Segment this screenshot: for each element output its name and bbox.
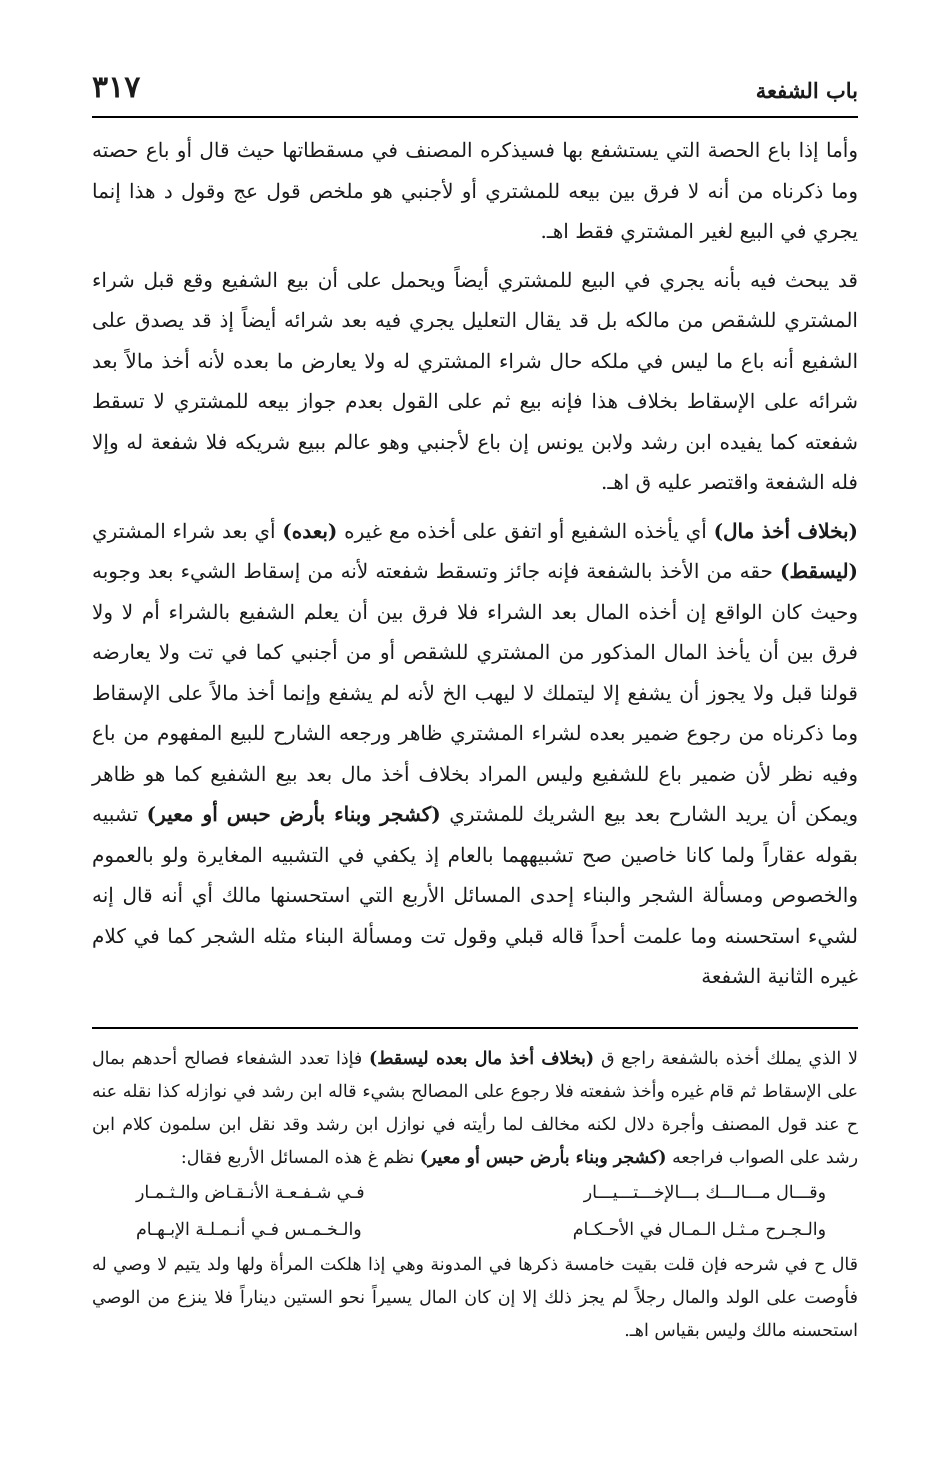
matn-quote: (كشجر وبناء بأرض حبس أو معير): [146, 802, 441, 826]
page-number: ٣١٧: [92, 70, 141, 105]
footnotes: [92, 1043, 858, 1348]
verse-hemistich-second: فـي شـفـعـة الأنـقـاض والـثـمـار: [136, 1182, 365, 1203]
footnote-text: نظم غ هذه المسائل الأربع فقال:: [180, 1147, 420, 1168]
page-header: [92, 58, 858, 118]
verse-hemistich-first: والـجـرح مـثـل الـمـال في الأحـكـام: [572, 1219, 826, 1240]
footnote-text: فإذا تعدد الشفعاء فصالح أحدهم بمال على الإسقاط ثم قام غيره وأخذ شفعته فلا رجوع على المصالح بشيء قاله ابن رشد في نوازله كذا نقله عنه ح عند قول المصنف وأجرة دلال لكنه مخالف لما رأيته في نوازل ابن رشد وقد نقل ابن سلمون كلام ابن رشد على الصواب فراجعه: [92, 1048, 858, 1168]
footnote-quote: (بخلاف أخذ مال بعده ليسقط): [369, 1048, 595, 1069]
verse-line-2: [92, 1212, 858, 1249]
verse-line-1: [92, 1175, 858, 1212]
commentary-text: أي يأخذه الشفيع أو اتفق على أخذه مع غيره: [337, 518, 714, 543]
footnote-paragraph-2: قال ح في شرحه فإن قلت بقيت خامسة ذكرها في المدونة وهي إذا هلكت المرأة ولها ولد يتيم لا وصي له فأوصت على الولد والمال رجلاً لم يجز ذلك إلا إن كان المال يسيراً نحو الستين ديناراً فلا ينزع من الوصي استحسنه مالك وليس بقياس اهـ.: [92, 1254, 858, 1341]
footnote-quote: (كشجر وبناء بأرض حبس أو معير): [419, 1147, 667, 1168]
commentary-text: تشبيه بقوله عقاراً ولما كانا خاصين صح تشبيههما بالعام إذ يكفي في التشبيه المغايرة ولو بالعموم والخصوص ومسألة الشجر والبناء إحدى المسائل الأربع التي استحسنها مالك أي أنه قال إنه لشيء استحسنه وما علمت أحداً قاله قبلي وقول تت ومسألة البناء مثله الشجر كما في كلام غيره الثانية الشفعة: [92, 802, 858, 988]
chapter-title: باب الشفعة: [755, 78, 858, 103]
paragraph-2: قد يبحث فيه بأنه يجري في البيع للمشتري أيضاً ويحمل على أن بيع الشفيع وقع قبل شراء المشتري للشقص من مالكه بل قد يقال التعليل يجري فيه بعد شرائه أيضاً إذ قد يصدق على الشفيع أنه باع ما ليس في ملكه حال شراء المشتري له ولا يعارض ما بعده لأنه أخذ مالاً بعد شرائه على الإسقاط بخلاف هذا فإنه بيع ثم على القول بعدم جواز بيعه للمشتري لا تسقط شفعته كما يفيده ابن رشد ولابن يونس إن باع لأجنبي وهو عالم ببيع شريكه فلا شفعة له وإلا فله الشفعة واقتصر عليه ق اهـ.: [92, 267, 858, 494]
footnote-paragraph-1: [92, 1043, 858, 1175]
paragraph-1: وأما إذا باع الحصة التي يستشفع بها فسيذكره المصنف في مسقطاتها حيث قال أو باع حصته وما ذكرناه من أنه لا فرق بين بيعه للمشتري أو لأجنبي هو ملخص قول عج وقول د هذا إنما يجري في البيع لغير المشتري فقط اهـ.: [92, 138, 858, 243]
verse-hemistich-second: والـخـمـس فـي أنـمـلـة الإبـهـام: [136, 1219, 362, 1240]
verse-hemistich-first: وقـــال مـــالـــك بـــالإخـــتـــيـــار: [583, 1182, 826, 1203]
commentary-text: حقه من الأخذ بالشفعة فإنه جائز وتسقط شفعته لأنه من إسقاط الشيء بعد وجوبه وحيث كان الواقع إن أخذه المال بعد الشراء فلا فرق بين أن يعلم الشفيع بالشراء أم لا ولا فرق بين أن يأخذ المال المذكور من المشتري للشقص أو من أجنبي كما في تت ولا يعارضه قولنا قبل ولا يجوز أن يشفع إلا ليتملك لا ليهب الخ لأنه لم يشفع وإنما أخذ مالاً على الإسقاط وما ذكرناه من رجوع ضمير بعده لشراء المشتري ظاهر ورجعه الشارح للبيع المفهوم من باع وفيه نظر لأن ضمير باع للشفيع وليس المراد بخلاف أخذ مال بعد بيع الشفيع كما هو ظاهر ويمكن أن يريد الشارح بعد بيع الشريك للمشتري: [92, 559, 858, 826]
main-text: [92, 130, 858, 997]
commentary-text: أي بعد شراء المشتري: [92, 518, 283, 543]
footnote-text: لا الذي يملك أخذه بالشفعة راجع ق: [594, 1048, 858, 1069]
matn-quote: (بخلاف أخذ مال): [713, 518, 859, 543]
footnote-divider: [92, 1027, 858, 1029]
matn-quote: (بعده): [282, 518, 338, 543]
paragraph-3: [92, 511, 858, 997]
matn-quote: (ليسقط): [780, 559, 858, 583]
